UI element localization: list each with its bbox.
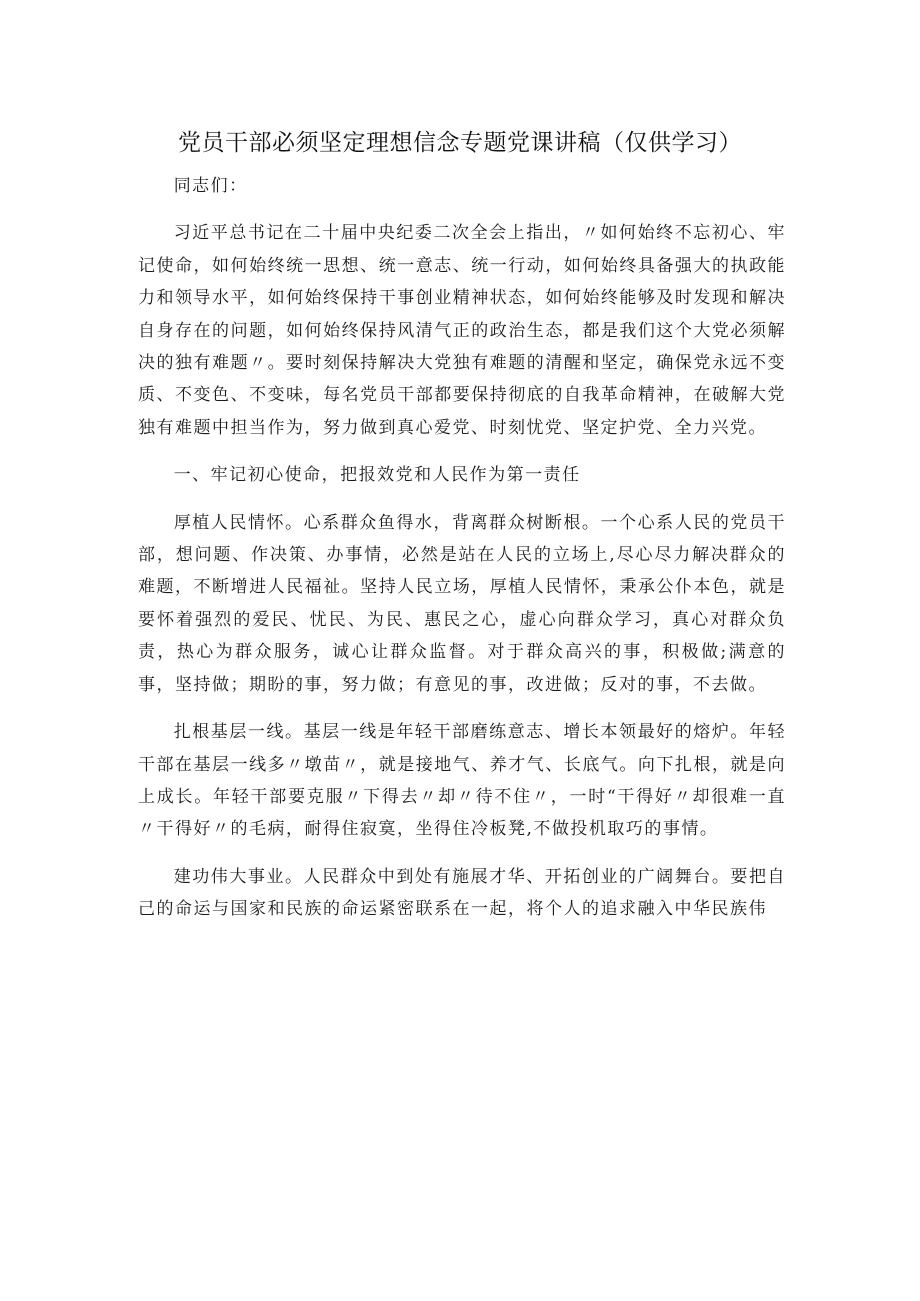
- document-title: 党员干部必须坚定理想信念专题党课讲稿（仅供学习）: [178, 130, 742, 156]
- paragraph-grassroots: 扎根基层一线。基层一线是年轻干部磨练意志、增长本领最好的熔炉。年轻干部在基层一线多〃墩苗〃，就是接地气、养才气、长底气。向下扎根，就是向上成长。年轻干部要克服〃下得去〃却〃待不住〃，一时“干得好〃却很难一直〃干得好〃的毛病，耐得住寂寞，坐得住冷板凳,不做投机取巧的事情。: [138, 722, 786, 840]
- paragraph-people: 厚植人民情怀。心系群众鱼得水，背离群众树断根。一个心系人民的党员干部，想问题、作决策、办事情，必然是站在人民的立场上,尽心尽力解决群众的难题，不断增进人民福祉。坚持人民立场，厚植人民情怀，秉承公仆本色，就是要怀着强烈的爱民、忧民、为民、惠民之心，虚心向群众学习，真心对群众负责，热心为群众服务，诚心让群众监督。对于群众高兴的事，积极做;满意的事，坚持做；期盼的事，努力做；有意见的事，改进做；反对的事，不去做。: [138, 512, 786, 695]
- paragraph-intro: 习近平总书记在二十届中央纪委二次全会上指出，〃如何始终不忘初心、牢记使命，如何始终统一思想、统一意志、统一行动，如何始终具备强大的执政能力和领导水平，如何始终保持干事创业精神状态，如何始终能够及时发现和解决自身存在的问题，如何始终保持风清气正的政治生态，都是我们这个大党必须解决的独有难题〃。要时刻保持解决大党独有难题的清醒和坚定，确保党永远不变质、不变色、不变味，每名党员干部都要保持彻底的自我革命精神，在破解大党独有难题中担当作为，努力做到真心爱党、时刻忧党、坚定护党、全力兴党。: [138, 223, 786, 438]
- document-body: [138, 170, 786, 926]
- paragraph-career: 建功伟大事业。人民群众中到处有施展才华、开拓创业的广阔舞台。要把自己的命运与国家和民族的命运紧密联系在一起，将个人的追求融入中华民族伟: [138, 866, 786, 920]
- salutation: 同志们：: [173, 176, 248, 196]
- section-heading-1: 一、牢记初心使命，把报效党和人民作为第一责任: [173, 465, 581, 486]
